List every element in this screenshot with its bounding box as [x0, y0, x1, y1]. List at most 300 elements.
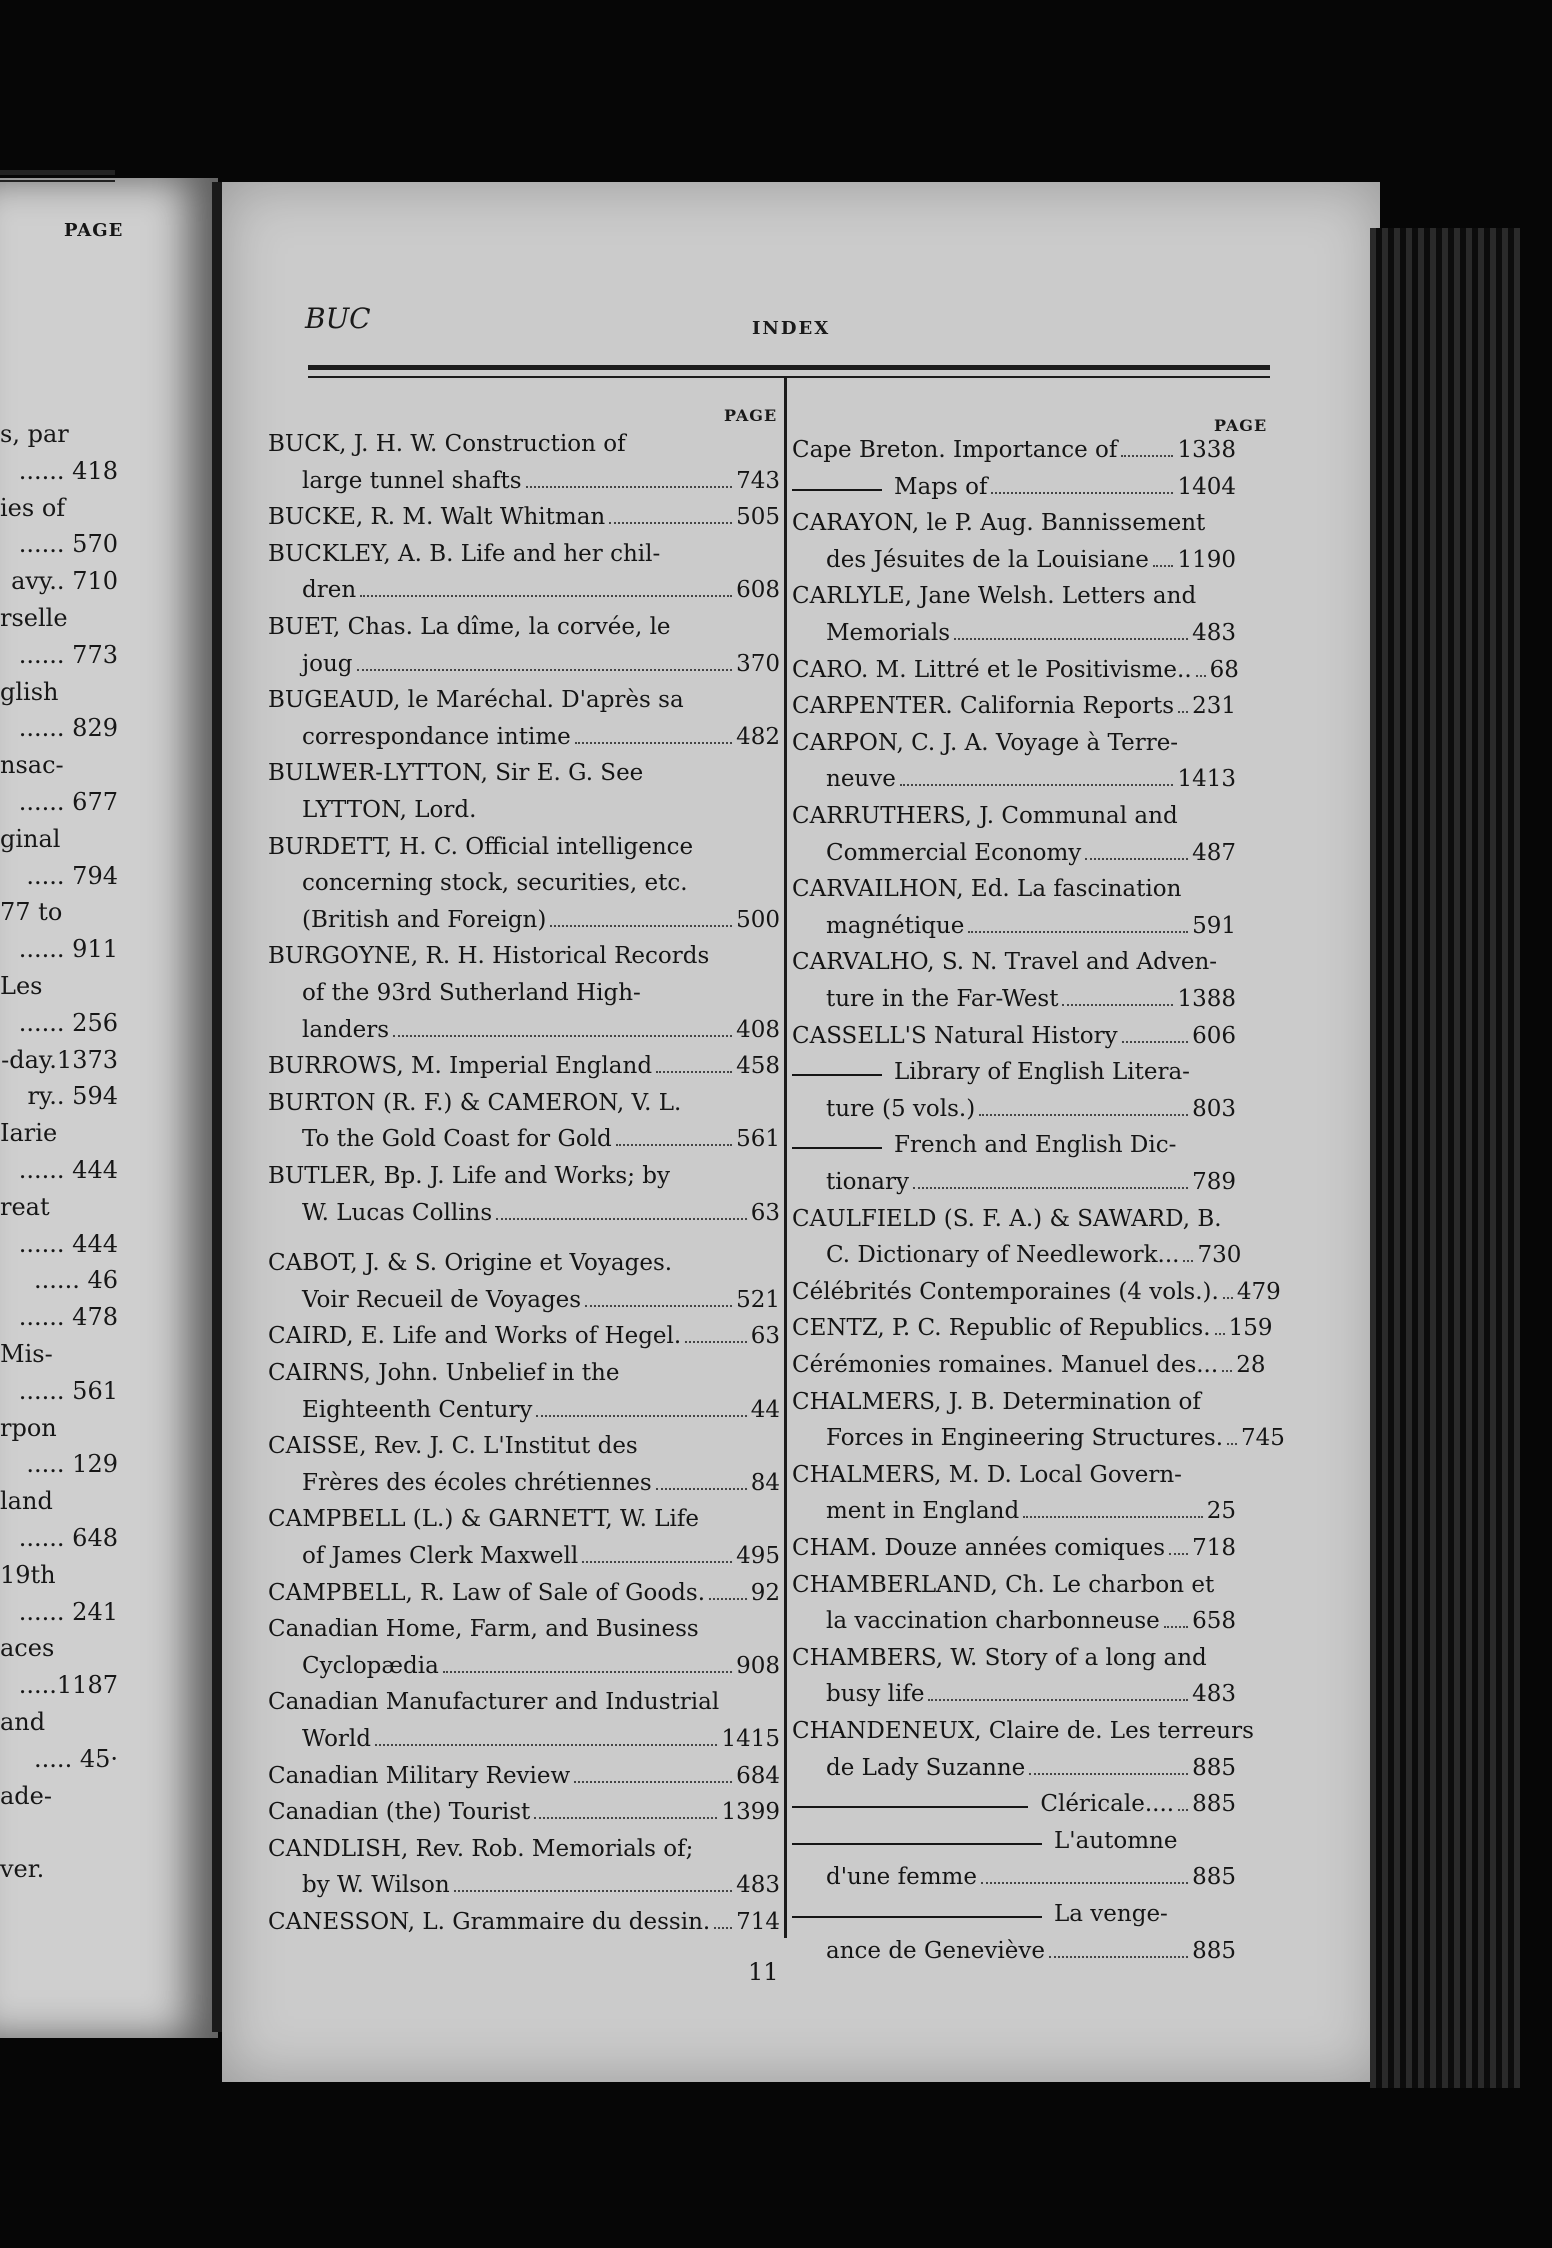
- leader-dots: [685, 1341, 747, 1343]
- running-head-title: INDEX: [752, 318, 831, 339]
- head-rule-thin: [308, 376, 1270, 378]
- previous-page-fragment-line: rpon: [0, 1413, 57, 1442]
- index-entry-line: [826, 1497, 1236, 1525]
- index-entry-line: [302, 1016, 780, 1044]
- index-entry-text: CARPON, C. J. A. Voyage à Terre-: [792, 729, 1179, 756]
- index-entry-page-number: 885: [1192, 1791, 1236, 1818]
- index-entry-text: BUTLER, Bp. J. Life and Works; by: [268, 1163, 670, 1189]
- previous-page-fragment-line: ...... 444: [18, 1229, 118, 1258]
- previous-page-fragment-line: Les: [0, 972, 43, 1000]
- previous-page-fragment-line: .....1187: [18, 1671, 118, 1700]
- previous-page-fragment-line: ...... 256: [18, 1008, 118, 1037]
- leader-dots: [968, 931, 1188, 933]
- index-entry-page-number: 500: [736, 906, 780, 933]
- index-entry-line: [302, 1469, 780, 1497]
- leader-dots: [981, 1882, 1188, 1884]
- ditto-rule: [792, 1843, 1042, 1845]
- index-entry-line: [268, 1089, 780, 1117]
- index-entry-text: CARPENTER. California Reports: [792, 693, 1175, 720]
- leader-dots: [1122, 1041, 1188, 1043]
- leader-dots: [550, 925, 732, 927]
- index-entry-text: dren: [302, 577, 357, 604]
- index-entry-line: [302, 1725, 780, 1753]
- index-entry-line: [302, 979, 780, 1007]
- index-entry-line: [826, 1168, 1236, 1196]
- index-entry-line: [268, 1835, 780, 1863]
- previous-page-fragment-line: ver.: [0, 1855, 45, 1884]
- index-entry-page-number: 885: [1192, 1937, 1236, 1964]
- leader-dots: [1062, 1004, 1173, 1006]
- index-entry-text: la vaccination charbonneuse: [826, 1608, 1160, 1635]
- index-entry-line: [792, 729, 1236, 757]
- index-entry-page-number: 63: [750, 1199, 780, 1226]
- leader-dots: [1153, 565, 1174, 567]
- leader-dots: [574, 1781, 732, 1783]
- index-entry-text: large tunnel shafts: [302, 467, 522, 494]
- index-entry-line: [268, 1579, 780, 1607]
- leader-dots: [954, 638, 1188, 640]
- index-entry-line: [268, 1798, 780, 1826]
- index-entry-line: [268, 833, 780, 861]
- index-entry-text: BULWER-LYTTON, Sir E. G. See: [268, 760, 644, 787]
- index-entry-line: [792, 1827, 1236, 1855]
- index-entry-line: [302, 1871, 780, 1899]
- index-entry-text: CHALMERS, J. B. Determination of: [792, 1388, 1201, 1415]
- index-entry-page-number: 885: [1192, 1864, 1236, 1891]
- index-entry-text: landers: [302, 1016, 390, 1043]
- leader-dots: [1164, 1626, 1188, 1628]
- index-entry-line: [826, 1424, 1285, 1452]
- previous-page-fragment-line: ...... 46: [34, 1266, 118, 1295]
- ditto-rule: [792, 489, 882, 491]
- index-entry-line: [268, 942, 780, 970]
- index-entry-page-number: 483: [1192, 620, 1236, 646]
- previous-page-fragment-line: aces: [0, 1634, 55, 1663]
- leader-dots: [991, 492, 1173, 494]
- index-entry-text: de Lady Suzanne: [826, 1754, 1026, 1781]
- index-entry-text: CASSELL'S Natural History: [792, 1022, 1118, 1049]
- index-entry-text: CENTZ, P. C. Republic of Republics.: [792, 1315, 1211, 1342]
- index-entry-line: [268, 759, 780, 787]
- previous-page-fragment-line: rselle: [0, 604, 68, 632]
- index-entry-text: of the 93rd Sutherland High-: [302, 980, 641, 1006]
- index-entry-page-number: 521: [736, 1286, 780, 1313]
- index-entry-text: CABOT, J. & S. Origine et Voyages.: [268, 1250, 673, 1277]
- index-entry-text: ment in England: [826, 1498, 1020, 1525]
- index-entry-text: CAISSE, Rev. J. C. L'Institut des: [268, 1433, 638, 1460]
- index-entry-text: magnétique: [826, 912, 965, 939]
- index-entry-line: [792, 1205, 1236, 1233]
- index-entry-page-number: 231: [1192, 693, 1237, 720]
- previous-page-fragment-line: ...... 561: [18, 1376, 118, 1405]
- previous-page-fragment-line: ..... 794: [26, 861, 118, 890]
- index-entry-page-number: 803: [1192, 1095, 1236, 1122]
- index-entry-text: Célébrités Contemporaines (4 vols.).: [792, 1278, 1219, 1305]
- index-entry-page-number: 68: [1209, 656, 1239, 683]
- index-entry-line: [268, 1162, 780, 1190]
- index-entry-text: French and English Dic-: [894, 1132, 1177, 1159]
- leader-dots: [609, 522, 732, 524]
- index-entry-line: [302, 1199, 780, 1227]
- previous-page-fragment-line: and: [0, 1708, 46, 1736]
- index-entry-line: [302, 1396, 780, 1424]
- column-divider: [784, 378, 787, 1938]
- index-entry-line: [302, 1286, 780, 1314]
- index-entry-page-number: 1388: [1177, 986, 1236, 1012]
- index-entry-text: by W. Wilson: [302, 1872, 450, 1899]
- index-entry-text: Canadian Manufacturer and Industrial: [268, 1689, 720, 1716]
- index-entry-text: World: [302, 1726, 371, 1752]
- index-entry-line: [826, 985, 1236, 1013]
- index-entry-page-number: 483: [1192, 1681, 1236, 1708]
- index-entry-page-number: 483: [736, 1872, 780, 1899]
- previous-page-fragment-line: ...... 241: [18, 1597, 118, 1626]
- index-entry-line: [268, 430, 780, 458]
- index-entry-line: [302, 796, 780, 824]
- index-entry-text: BURDETT, H. C. Official intelligence: [268, 833, 694, 860]
- index-entry-page-number: 63: [750, 1323, 780, 1350]
- index-entry-text: busy life: [826, 1681, 925, 1708]
- index-entry-text: BURGOYNE, R. H. Historical Records: [268, 943, 710, 970]
- right-column-page-heading: PAGE: [1214, 416, 1268, 435]
- index-entry-line: [826, 1937, 1236, 1965]
- index-entry-page-number: 885: [1192, 1754, 1236, 1781]
- index-entry-text: CANDLISH, Rev. Rob. Memorials of;: [268, 1835, 694, 1862]
- index-entry-line: [302, 869, 780, 897]
- index-entry-page-number: 458: [736, 1053, 780, 1080]
- index-entry-text: La venge-: [1054, 1901, 1168, 1927]
- head-rule-thick: [308, 365, 1270, 370]
- index-entry-line: [826, 912, 1236, 940]
- index-entry-page-number: 479: [1236, 1278, 1281, 1305]
- index-entry-page-number: 561: [736, 1126, 780, 1153]
- leader-dots: [709, 1598, 747, 1600]
- index-entry-line: [302, 723, 780, 751]
- index-entry-page-number: 1413: [1177, 766, 1236, 793]
- index-entry-text: d'une femme: [826, 1864, 977, 1891]
- index-entry-text: BUGEAUD, le Maréchal. D'après sa: [268, 687, 684, 714]
- index-entry-text: BURTON (R. F.) & CAMERON, V. L.: [268, 1089, 682, 1116]
- index-entry-text: BUCKLEY, A. B. Life and her chil-: [268, 540, 661, 567]
- index-entry-page-number: 84: [750, 1469, 780, 1496]
- leader-dots: [900, 784, 1174, 786]
- index-entry-text: CARO. M. Littré et le Positivisme..: [792, 656, 1192, 683]
- index-entry-text: W. Lucas Collins: [302, 1199, 493, 1226]
- index-entry-page-number: 908: [736, 1652, 780, 1679]
- index-entry-text: des Jésuites de la Louisiane: [826, 546, 1149, 573]
- index-entry-line: [268, 1615, 780, 1643]
- leader-dots: [582, 1561, 732, 1563]
- index-entry-line: [792, 1571, 1236, 1599]
- leader-dots: [1085, 858, 1188, 860]
- index-entry-page-number: 28: [1236, 1352, 1266, 1378]
- index-entry-line: [268, 503, 780, 531]
- index-entry-text: Memorials: [826, 620, 951, 646]
- index-entry-page-number: 505: [736, 504, 780, 531]
- index-entry-line: [792, 656, 1239, 684]
- index-entry-page-number: 658: [1192, 1608, 1236, 1635]
- previous-page-fragment-line: Mis-: [0, 1340, 53, 1368]
- leader-dots: [357, 669, 733, 671]
- index-entry-line: [792, 1644, 1236, 1672]
- previous-page-fragment-line: avy.. 710: [11, 567, 118, 596]
- index-entry-line: [792, 1790, 1236, 1818]
- index-entry-text: Forces in Engineering Structures.: [826, 1425, 1224, 1452]
- index-entry-line: [792, 948, 1236, 976]
- index-entry-page-number: 44: [750, 1396, 780, 1423]
- index-entry-text: CAIRD, E. Life and Works of Hegel.: [268, 1323, 682, 1350]
- index-entry-text: CHAMBERLAND, Ch. Le charbon et: [792, 1571, 1215, 1598]
- index-entry-text: ture (5 vols.): [826, 1095, 976, 1122]
- previous-page-fragment-line: ..... 45·: [34, 1744, 118, 1773]
- index-entry-text: of James Clerk Maxwell: [302, 1543, 579, 1569]
- index-entry-page-number: 370: [736, 650, 780, 677]
- index-entry-page-number: 1338: [1177, 437, 1236, 463]
- leader-dots: [928, 1699, 1188, 1701]
- previous-page-fragment-line: nsac-: [0, 751, 64, 780]
- index-entry-text: CARAYON, le P. Aug. Bannissement: [792, 510, 1206, 537]
- index-entry-text: CHANDENEUX, Claire de. Les terreurs: [792, 1718, 1254, 1744]
- previous-page-fragment-line: Iarie: [0, 1119, 58, 1148]
- previous-page-rule: [0, 170, 115, 175]
- index-entry-line: [826, 546, 1236, 574]
- index-entry-text: Voir Recueil de Voyages: [302, 1286, 582, 1313]
- previous-page-fragment-line: ginal: [0, 824, 61, 853]
- leader-dots: [454, 1890, 732, 1892]
- leader-dots: [714, 1927, 732, 1929]
- index-entry-line: [792, 1022, 1236, 1050]
- index-entry-line: [792, 1278, 1281, 1306]
- index-entry-line: [268, 1505, 780, 1533]
- index-entry-text: Eighteenth Century: [302, 1396, 533, 1423]
- previous-page-fragment-line: s, par: [0, 420, 69, 448]
- leader-dots: [1223, 1297, 1233, 1299]
- leader-dots: [1023, 1516, 1203, 1518]
- index-entry-line: [792, 1900, 1236, 1928]
- index-entry-text: CHAMBERS, W. Story of a long and: [792, 1644, 1207, 1671]
- index-entry-line: [826, 839, 1236, 867]
- index-entry-text: Cérémonies romaines. Manuel des...: [792, 1352, 1219, 1378]
- previous-page-fragment-line: ...... 648: [18, 1524, 118, 1552]
- previous-page-fragment-line: ies of: [0, 493, 66, 522]
- index-entry-page-number: 591: [1192, 912, 1236, 939]
- leader-dots: [575, 742, 732, 744]
- leader-dots: [393, 1035, 732, 1037]
- index-entry-text: Maps of: [894, 473, 988, 500]
- index-entry-page-number: 730: [1197, 1242, 1242, 1269]
- index-entry-line: [268, 1322, 780, 1350]
- index-entry-page-number: 92: [750, 1579, 780, 1606]
- index-entry-text: CANESSON, L. Grammaire du dessin.: [268, 1909, 711, 1935]
- leader-dots: [360, 595, 732, 597]
- leader-dots: [979, 1114, 1188, 1116]
- index-entry-line: [302, 1542, 780, 1570]
- index-entry-text: CARVAILHON, Ed. La fascination: [792, 876, 1182, 903]
- ditto-rule: [792, 1074, 882, 1076]
- index-entry-line: [302, 467, 780, 495]
- index-entry-page-number: 408: [736, 1016, 780, 1043]
- ditto-rule: [792, 1806, 1028, 1808]
- index-entry-text: BUCKE, R. M. Walt Whitman: [268, 504, 606, 531]
- index-entry-line: [792, 1388, 1236, 1416]
- leader-dots: [1183, 1260, 1193, 1262]
- index-entry-line: [268, 1688, 780, 1716]
- leader-dots: [1169, 1553, 1188, 1555]
- leader-dots: [585, 1305, 732, 1307]
- index-entry-line: [792, 436, 1236, 464]
- index-entry-page-number: 684: [736, 1762, 780, 1789]
- index-entry-text: Frères des écoles chrétiennes: [302, 1469, 652, 1496]
- previous-page-fragment-line: 77 to: [0, 898, 63, 927]
- leader-dots: [534, 1817, 717, 1819]
- index-entry-text: tionary: [826, 1169, 909, 1195]
- leader-dots: [616, 1144, 732, 1146]
- index-entry-line: [268, 1762, 780, 1790]
- index-entry-page-number: 159: [1228, 1315, 1273, 1342]
- index-entry-line: [826, 1863, 1236, 1891]
- leader-dots: [1222, 1370, 1232, 1372]
- previous-page-fragment-line: 19th: [0, 1560, 56, 1589]
- index-entry-text: concerning stock, securities, etc.: [302, 870, 688, 897]
- index-entry-line: [302, 1652, 780, 1680]
- index-entry-line: [792, 1058, 1236, 1086]
- index-entry-text: CARRUTHERS, J. Communal and: [792, 803, 1178, 829]
- index-entry-page-number: 25: [1206, 1498, 1236, 1525]
- index-entry-text: CAIRNS, John. Unbelief in the: [268, 1360, 620, 1386]
- index-entry-line: [302, 1125, 780, 1153]
- ditto-rule: [792, 1916, 1042, 1918]
- leader-dots: [1121, 455, 1173, 457]
- index-entry-line: [302, 906, 780, 934]
- previous-page-page-heading: PAGE: [64, 220, 124, 241]
- index-entry-line: [792, 802, 1236, 830]
- index-entry-text: Library of English Litera-: [894, 1059, 1190, 1086]
- index-entry-line: [268, 1908, 780, 1936]
- index-entry-line: [268, 613, 780, 641]
- index-entry-line: [792, 1314, 1273, 1342]
- index-entry-text: BUCK, J. H. W. Construction of: [268, 431, 626, 457]
- index-entry-text: neuve: [826, 766, 896, 793]
- index-entry-text: CHAM. Douze années comiques: [792, 1535, 1166, 1561]
- leader-dots: [375, 1744, 717, 1746]
- leader-dots: [1029, 1773, 1188, 1775]
- index-entry-line: [792, 473, 1236, 501]
- previous-page-fragment-line: ade-: [0, 1781, 52, 1810]
- index-entry-page-number: 743: [736, 467, 780, 494]
- index-entry-page-number: 745: [1241, 1425, 1285, 1452]
- index-entry-line: [792, 1461, 1236, 1489]
- index-entry-text: Cape Breton. Importance of: [792, 437, 1118, 463]
- index-entry-line: [268, 686, 780, 714]
- index-entry-line: [268, 1249, 780, 1277]
- index-entry-text: Canadian Home, Farm, and Business: [268, 1616, 699, 1643]
- index-entry-line: [826, 1680, 1236, 1708]
- page-edges: [1370, 228, 1520, 2088]
- running-head-catchword: BUC: [305, 302, 371, 335]
- index-entry-page-number: 606: [1192, 1022, 1236, 1049]
- index-entry-line: [826, 619, 1236, 647]
- index-entry-text: joug: [302, 650, 353, 677]
- previous-page-fragment-line: ...... 677: [18, 788, 118, 816]
- previous-page-fragment-line: ry.. 594: [27, 1082, 118, 1111]
- leader-dots: [496, 1218, 747, 1220]
- leader-dots: [1215, 1333, 1225, 1335]
- index-entry-line: [268, 1432, 780, 1460]
- leader-dots: [1178, 1809, 1188, 1811]
- index-entry-page-number: 1190: [1177, 546, 1236, 573]
- index-entry-page-number: 1399: [721, 1799, 780, 1826]
- previous-page-fragment-line: ...... 478: [18, 1303, 118, 1332]
- leader-dots: [526, 486, 733, 488]
- previous-page-fragment-line: -day.1373: [1, 1045, 118, 1074]
- previous-page-fragment-line: ...... 444: [18, 1156, 118, 1184]
- index-entry-line: [268, 540, 780, 568]
- index-entry-text: ance de Geneviève: [826, 1937, 1045, 1964]
- index-entry-line: [268, 1359, 780, 1387]
- index-entry-page-number: 487: [1192, 839, 1236, 866]
- index-entry-line: [792, 509, 1236, 537]
- previous-page-fragment-line: glish: [0, 677, 59, 706]
- left-column-page-heading: PAGE: [724, 406, 778, 425]
- index-entry-page-number: 495: [736, 1543, 780, 1569]
- index-entry-line: [792, 582, 1236, 610]
- index-entry-line: [826, 1095, 1236, 1123]
- leader-dots: [656, 1071, 732, 1073]
- index-entry-text: Commercial Economy: [826, 839, 1082, 866]
- index-entry-line: [792, 1351, 1266, 1379]
- index-entry-line: [826, 765, 1236, 793]
- index-entry-line: [302, 576, 780, 604]
- leader-dots: [443, 1671, 732, 1673]
- previous-page-fragment-line: reat: [0, 1192, 50, 1221]
- index-entry-text: ture in the Far-West: [826, 986, 1059, 1012]
- index-entry-text: Canadian (the) Tourist: [268, 1799, 531, 1826]
- previous-page-fragment-line: ...... 773: [18, 640, 118, 669]
- index-entry-text: BURROWS, M. Imperial England: [268, 1053, 653, 1080]
- ditto-rule: [792, 1147, 882, 1149]
- index-entry-line: [792, 1534, 1236, 1562]
- index-entry-line: [302, 650, 780, 678]
- index-entry-line: [792, 692, 1236, 720]
- previous-page-fragment-line: land: [0, 1487, 53, 1516]
- previous-page-rule-thin: [0, 180, 115, 182]
- index-entry-text: CAMPBELL, R. Law of Sale of Goods.: [268, 1579, 706, 1606]
- page-number: 11: [748, 1958, 779, 1986]
- index-entry-text: CARVALHO, S. N. Travel and Adven-: [792, 949, 1218, 976]
- leader-dots: [656, 1488, 747, 1490]
- previous-page-fragment-line: ..... 129: [26, 1450, 118, 1479]
- leader-dots: [913, 1187, 1188, 1189]
- index-entry-text: BUET, Chas. La dîme, la corvée, le: [268, 614, 671, 640]
- index-entry-line: [826, 1241, 1242, 1269]
- previous-page-fragment-line: ...... 911: [18, 935, 118, 964]
- leader-dots: [1178, 711, 1188, 713]
- index-entry-text: CHALMERS, M. D. Local Govern-: [792, 1461, 1182, 1488]
- index-entry-text: CAULFIELD (S. F. A.) & SAWARD, B.: [792, 1205, 1222, 1232]
- index-entry-text: Cléricale....: [1040, 1791, 1175, 1818]
- index-entry-page-number: 608: [736, 577, 780, 604]
- index-entry-text: CAMPBELL (L.) & GARNETT, W. Life: [268, 1506, 699, 1533]
- index-entry-text: Cyclopædia: [302, 1652, 439, 1679]
- previous-page-fragment-line: ...... 829: [18, 714, 118, 743]
- index-entry-page-number: 718: [1192, 1535, 1236, 1561]
- previous-page-fragment-line: ...... 418: [18, 456, 118, 485]
- index-entry-text: Canadian Military Review: [268, 1762, 571, 1789]
- index-entry-text: correspondance intime: [302, 723, 571, 750]
- leader-dots: [1049, 1956, 1188, 1958]
- index-entry-text: To the Gold Coast for Gold: [302, 1126, 612, 1153]
- leader-dots: [1227, 1443, 1237, 1445]
